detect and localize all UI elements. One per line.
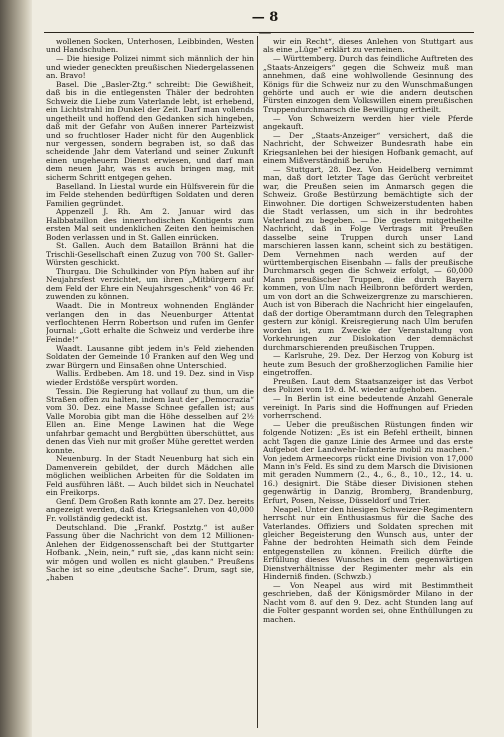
header-rule <box>44 32 474 33</box>
column-divider <box>257 36 258 728</box>
article-paragraph: — Ueber die preußischen Rüstungen finden wir folgende Notizen: „Es ist ein Befehl ertheilt, binnen acht Tagen die ganze Linie des Armee und das erste Aufgebot der Landwehr-Infanterie mobil zu machen.“ Von jedem Armeecorps rückt eine Division von 17,000 Mann in's Feld. Es sind zu dem Marsch die Divisionen mit geraden Nummern (2., 4., 6., 8., 10., 12., 14. u. 16.) designirt. Die Stäbe dieser Divisionen stehen gegenwärtig in Danzig, Bromberg, Brandenburg, Erfurt, Posen, Neisse, Düsseldorf und Trier. <box>263 419 473 505</box>
article-paragraph: Waadt. Die in Montreux wohnenden Engländer verlangen den in das Neuenburger Attentat verflochtenen Herrn Robertson und rufen im Genfer Journal: „Gott erhalte die Schweiz und verderbe ihre Feinde!“ <box>46 301 254 344</box>
article-paragraph: — In Berlin ist eine bedeutende Anzahl Generale vereinigt. In Paris sind die Hoffnungen auf Frieden vorherrschend. <box>263 394 473 421</box>
article-paragraph: Deutschland. Die „Frankf. Postztg.“ ist außer Fassung über die Nachricht von dem 12 Millionen-Anlehen der Eidgenossenschaft bei der Stuttgarter Hofbank. „Nein, nein,“ ruft sie, „das kann nicht sein: wir mögen und wollen es nicht glauben.“ Preußens Sache ist so eine „deutsche Sache“. Drum, sagt sie, „haben <box>46 522 254 583</box>
binding-shadow <box>0 0 32 737</box>
article-paragraph: Basel. Die „Basler-Ztg.“ schreibt: Die Gewißheit, daß bis in die entlegensten Thäler der bedrohten Schweiz die Liebe zum Vaterlande lebt, ist erhebend, ein Lichtstrahl im Dunkel der Zeit. Darf man vollends ungetheilt und hoffend den Gedanken sich hingeben, daß mit der Gefahr von Außen innerer Parteizwist und so fruchtloser Hader nicht für den Augenblick nur vergessen, sondern begraben ist, so daß das scheidende Jahr dem Vaterland und seiner Zukunft einen ungeheuern Dienst erwiesen, und darf man dem neuen Jahr, was es auch bringen mag, mit sicherm Schritt entgegen gehen. <box>46 79 254 182</box>
article-paragraph: Baselland. In Liestal wurde ein Hülfsverein für die im Felde stehenden bedürftigen Soldaten und deren Familien gegründet. <box>46 181 254 208</box>
article-paragraph: — Karlsruhe, 29. Dez. Der Herzog von Koburg ist heute zum Besuch der großherzoglichen Familie hier eingetroffen. <box>263 351 473 378</box>
article-paragraph: — Die hiesige Polizei nimmt sich männlich der hin und wieder geneckten preußischen Niedergelassenen an. Bravo! <box>46 54 254 81</box>
article-paragraph: Neuenburg. In der Stadt Neuenburg hat sich ein Damenverein gebildet, der durch Mädchen alle möglichen weiblichen Arbeiten für die Soldaten im Feld ausführen läßt. — Auch bildet sich in Neuchatel ein Freikorps. <box>46 454 254 498</box>
article-paragraph: — Württemberg. Durch das feindliche Auftreten des „Staats-Anzeigers“ gegen die Schweiz muß man annehmen, daß eine wohlwollende Gesinnung des Königs für die Schweiz nur zu den Wunschmaßungen gehörte und auch er wie die andern deutschen Fürsten einzogen dem Volkswillen einem preußischen Truppendurchmarsch die Bewilligung ertheilt. <box>263 54 473 114</box>
article-paragraph: Tessin. Die Regierung hat vollauf zu thun, um die Straßen offen zu halten, indem laut der „Democrazia“ vom 30. Dez. eine Masse Schnee gefallen ist; aus Valle Morobia gibt man die Höhe desselben auf 2½ Ellen an. Eine Menge Lawinen hat die Wege unfahrbar gemacht und Bergbütten überschüttet, aus denen das Vieh nur mit großer Mühe gerettet werden konnte. <box>46 386 254 455</box>
article-paragraph: Appenzell J. Rh. Am 2. Januar wird das Halbbataillon des innerrhodischen Kontigents zum ersten Mal seit undenklichen Zeiten den heimischen Boden verlassen und in St. Gallen einrücken. <box>46 207 254 242</box>
article-paragraph: Waadt. Lausanne gibt jedem in's Feld ziehenden Soldaten der Gemeinde 10 Franken auf den Weg und zwar Bürgern und Einsaßen ohne Unterschied. <box>46 343 254 370</box>
article-paragraph: Genf. Dem Großen Rath konnte am 27. Dez. bereits angezeigt werden, daß das Kriegsanlehen von 40,000 Fr. vollständig gedeckt ist. <box>46 497 254 523</box>
article-paragraph: — Stuttgart, 28. Dez. Von Heidelberg vernimmt man, daß dort letzter Tage das Gerücht verbreitet war, die Preußen seien im Anmarsch gegen die Schweiz. Große Bestürzung bemächtigte sich der Einwohner. Die dortigen Schweizerstudenten haben die Stadt verlassen, um sich in ihr bedrohtes Vaterland zu begeben. — Die gestern mitgetheilte Nachricht, daß in Folge Vertrags mit Preußen dasselbe seine Truppen durch unser Land marschieren lassen kann, scheint sich zu bestätigen. Dem Vernehmen nach werden auf der württembergischen Eisenbahn — falls der preußische Durchmarsch gegen die Schweiz erfolgt, — 60,000 Mann preußischer Truppen, die durch Bayern kommen, von Ulm nach Heilbronn befördert werden, um von dort an die Schweizergrenze zu marschieren. Auch ist von Biberach die Nachricht hier eingelaufen, daß der dortige Oberamtmann durch den Telegraphen gestern zur königl. Kreisregierung nach Ulm berufen worden ist, zum Zwecke der Veranstaltung von Vorkehrungen zur Dislokation der demnächst durchmarschierenden preußischen Truppen. <box>263 164 473 352</box>
article-paragraph: — Von Neapel aus wird mit Bestimmtheit geschrieben, daß der Königsmörder Milano in der Nacht vom 8. auf den 9. Dez. acht Stunden lang auf die Folter gespannt worden sei, ohne Enthüllungen zu machen. <box>263 580 473 624</box>
article-paragraph: Wallis. Erdbeben. Am 18. und 19. Dez. sind in Visp wieder Erdstöße verspürt worden. <box>46 369 254 387</box>
article-paragraph: Preußen. Laut dem Staatsanzeiger ist das Verbot des Polizei vom 19. d. M. wieder aufgehoben. <box>263 376 473 395</box>
page-number: — 8 — <box>251 10 279 40</box>
article-paragraph: St. Gallen. Auch dem Bataillon Bränni hat die Trischli-Gesellschaft einen Zuzug von 700 St. Galler-Würsten geschickt. <box>46 241 254 268</box>
article-paragraph: wollenen Socken, Unterhosen, Leibbinden, Westen und Handschuhen. <box>46 38 254 55</box>
article-paragraph: Thurgau. Die Schulkinder von Pfyn haben auf ihr Neujahrsfest verzichtet, um ihren „Mitbürgern auf dem Feld der Ehre ein Neujahrsgeschenk“ von 46 Fr. zuwenden zu können. <box>46 267 254 302</box>
article-paragraph: wir ein Recht“, dieses Anlehen von Stuttgart aus als eine „Lüge“ erklärt zu verneinen. <box>263 38 473 55</box>
article-paragraph: — Von Schweizern werden hier viele Pferde angekauft. <box>263 113 473 132</box>
article-paragraph: Neapel. Unter den hiesigen Schweizer-Regimentern herrscht nur ein Enthusiasmus für die Sache des Vaterlandes. Offiziers und Soldaten sprechen mit gleicher Begeisterung den Wunsch aus, unter der Fahne der bedrohten Heimath sich dem Feinde entgegenstellen zu können. Freilich dürfte die Erfüllung dieses Wunsches in dem gegenwärtigen Dienstverhältnisse der Regimenter mehr als ein Hinderniß finden. (Schwzb.) <box>263 504 473 582</box>
right-column <box>263 38 473 728</box>
left-column <box>46 38 254 728</box>
article-paragraph: — Der „Staats-Anzeiger“ versichert, daß die Nachricht, der Schweizer Bundesrath habe ein Kriegsanlehen bei der hiesigen Hofbank gemacht, auf einem Mißverständniß beruhe. <box>263 130 473 166</box>
